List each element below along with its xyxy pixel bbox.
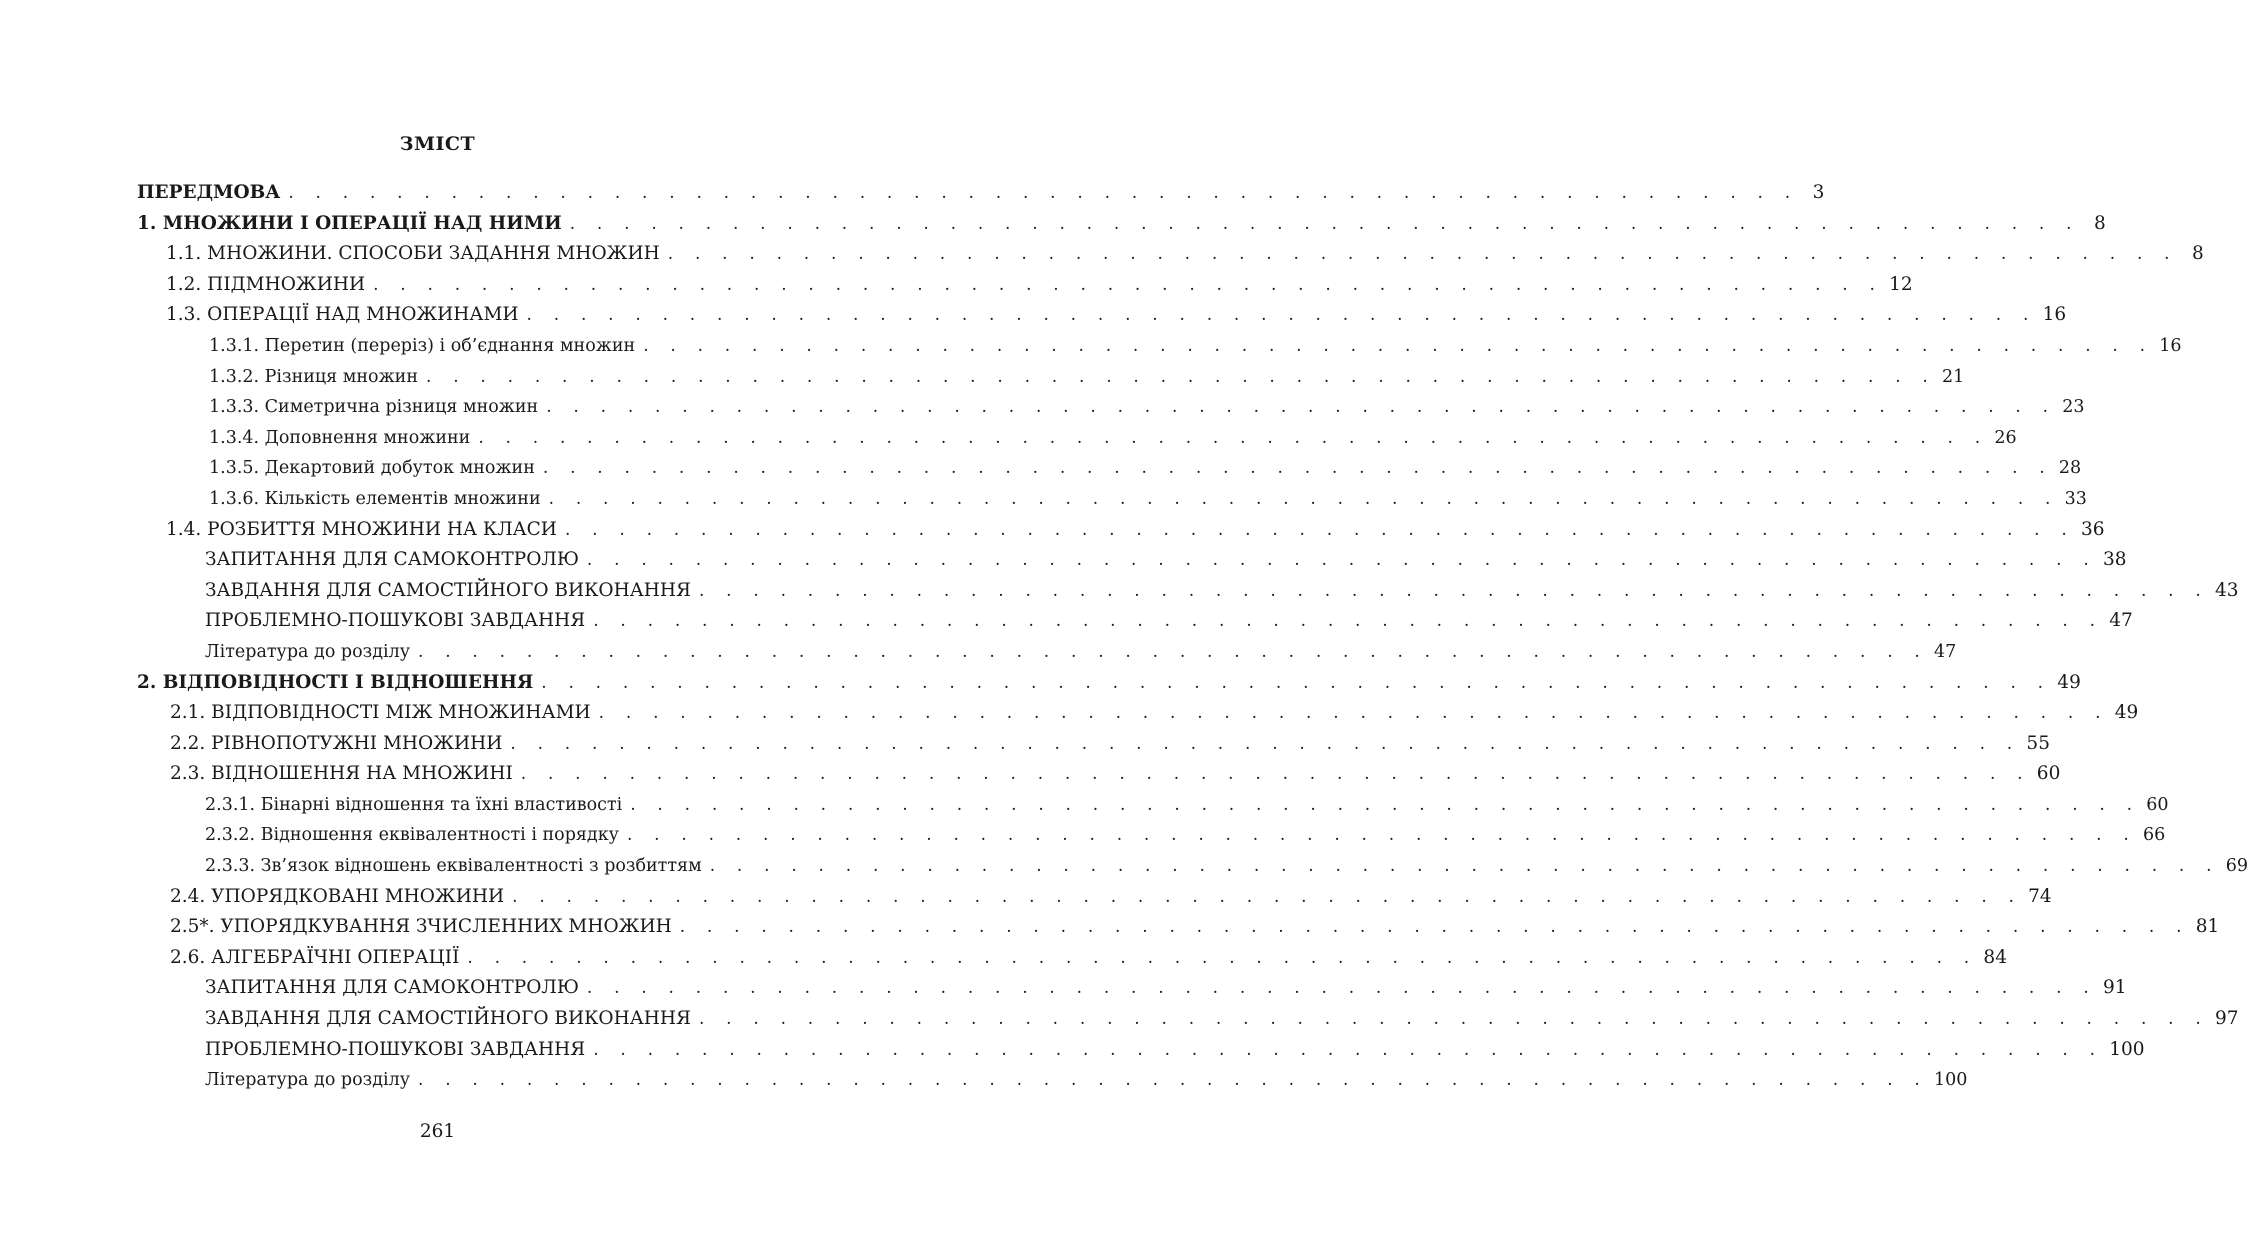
toc-entry-title: 1.3.4. Доповнення множини bbox=[209, 427, 471, 448]
toc-entry-title: 2.1. ВІДПОВІДНОСТІ МІЖ МНОЖИНАМИ bbox=[170, 702, 591, 724]
toc-entry[interactable] bbox=[0, 729, 2050, 760]
toc-entry-page: 74 bbox=[2028, 885, 2052, 907]
toc-entry[interactable] bbox=[0, 790, 2169, 821]
toc-entry-page: 100 bbox=[2109, 1038, 2145, 1060]
toc-entry[interactable] bbox=[0, 820, 2166, 851]
toc-entry-title: 2.2. РІВНОПОТУЖНІ МНОЖИНИ bbox=[170, 732, 503, 754]
toc-entry-title: 1.3.1. Перетин (переріз) і об’єднання множин bbox=[209, 335, 636, 356]
toc-entry[interactable] bbox=[0, 270, 1913, 301]
toc-entry-page: 84 bbox=[1983, 946, 2007, 968]
dot-leader: . . . . . . . . . . . . . . . . . . . . . . . . . . . . . . . . . . . . . . . . . . . . . . . . . . . . . . . . bbox=[593, 1039, 2104, 1060]
toc-entry-page: 8 bbox=[2191, 243, 2204, 265]
dot-leader: . . . . . . . . . . . . . . . . . . . . . . . . . . . . . . . . . . . . . . . . . . . . . . . . . . . . . . . . bbox=[626, 825, 2137, 846]
toc-entry[interactable] bbox=[0, 453, 2082, 484]
dot-leader: . . . . . . . . . . . . . . . . . . . . . . . . . . . . . . . . . . . . . . . . . . . . . . . . . . . . . . . . bbox=[426, 366, 1937, 387]
toc-entry-title: ЗАВДАННЯ ДЛЯ САМОСТІЙНОГО ВИКОНАННЯ bbox=[205, 1008, 691, 1030]
toc-entry-title: 2.6. АЛГЕБРАЇЧНІ ОПЕРАЦІЇ bbox=[170, 946, 460, 968]
toc-entry-page: 16 bbox=[2042, 304, 2067, 326]
toc-entry[interactable] bbox=[0, 423, 2017, 454]
toc-entry[interactable] bbox=[0, 1035, 2145, 1066]
dot-leader: . . . . . . . . . . . . . . . . . . . . . . . . . . . . . . . . . . . . . . . . . . . . . . . . . . . . . . . . bbox=[630, 794, 2141, 815]
toc-entry[interactable] bbox=[0, 484, 2087, 515]
page-title: ЗМІСТ bbox=[399, 133, 476, 155]
toc-entry-page: 33 bbox=[2064, 488, 2087, 509]
dot-leader: . . . . . . . . . . . . . . . . . . . . . . . . . . . . . . . . . . . . . . . . . . . . . . . . . . . . . . . . bbox=[593, 611, 2104, 632]
toc-entry[interactable] bbox=[0, 1065, 1968, 1096]
toc-entry-page: 3 bbox=[1812, 182, 1825, 203]
dot-leader: . . . . . . . . . . . . . . . . . . . . . . . . . . . . . . . . . . . . . . . . . . . . . . . . . . . . . . . . bbox=[467, 947, 1978, 968]
toc-entry[interactable] bbox=[0, 576, 2239, 607]
toc-entry[interactable] bbox=[0, 668, 2081, 699]
toc-entry-page: 97 bbox=[2214, 1008, 2239, 1030]
toc-entry-title: 1.2. ПІДМНОЖИНИ bbox=[166, 273, 366, 295]
toc-entry-page: 23 bbox=[2062, 397, 2085, 418]
toc-entry[interactable] bbox=[0, 178, 1825, 209]
toc-entry[interactable] bbox=[0, 209, 2106, 240]
table-of-contents bbox=[0, 178, 2248, 1096]
toc-entry[interactable] bbox=[0, 759, 2061, 790]
toc-entry-page: 81 bbox=[2195, 916, 2220, 938]
toc-entry-page: 60 bbox=[2036, 763, 2061, 785]
toc-entry-page: 36 bbox=[2080, 518, 2105, 540]
dot-leader: . . . . . . . . . . . . . . . . . . . . . . . . . . . . . . . . . . . . . . . . . . . . . . . . . . . . . . . . bbox=[709, 856, 2220, 877]
dot-leader: . . . . . . . . . . . . . . . . . . . . . . . . . . . . . . . . . . . . . . . . . . . . . . . . . . . . . . . . bbox=[541, 672, 2052, 693]
toc-entry-page: 12 bbox=[1889, 273, 1913, 295]
toc-entry-page: 49 bbox=[2057, 671, 2081, 693]
toc-entry-page: 91 bbox=[2102, 977, 2127, 999]
toc-entry-title: ПЕРЕДМОВА bbox=[137, 182, 281, 203]
toc-entry-page: 8 bbox=[2093, 212, 2106, 234]
dot-leader: . . . . . . . . . . . . . . . . . . . . . . . . . . . . . . . . . . . . . . . . . . . . . . . . . . . . . . . . bbox=[548, 488, 2059, 509]
toc-entry[interactable] bbox=[0, 851, 2248, 882]
dot-leader: . . . . . . . . . . . . . . . . . . . . . . . . . . . . . . . . . . . . . . . . . . . . . . . . . . . . . . . . bbox=[667, 244, 2178, 265]
toc-entry-page: 38 bbox=[2102, 549, 2127, 571]
dot-leader: . . . . . . . . . . . . . . . . . . . . . . . . . . . . . . . . . . . . . . . . . . . . . . . . . . . . . . . . bbox=[510, 733, 2021, 754]
toc-entry-page: 26 bbox=[1994, 427, 2017, 448]
toc-entry[interactable] bbox=[0, 1004, 2239, 1035]
dot-leader: . . . . . . . . . . . . . . . . . . . . . . . . . . . . . . . . . . . . . . . . . . . . . . . . . . . . . . . . bbox=[478, 427, 1989, 448]
toc-entry[interactable] bbox=[0, 362, 1965, 393]
dot-leader: . . . . . . . . . . . . . . . . . . . . . . . . . . . . . . . . . . . . . . . . . . . . . . . . . . . . . . . . bbox=[586, 550, 2097, 571]
dot-leader: . . . . . . . . . . . . . . . . . . . . . . . . . . . . . . . . . . . . . . . . . . . . . . . . . . . . . . . . bbox=[520, 764, 2031, 785]
toc-entry-title: 1. МНОЖИНИ І ОПЕРАЦІЇ НАД НИМИ bbox=[137, 212, 562, 234]
toc-entry-title: 1.4. РОЗБИТТЯ МНОЖИНИ НА КЛАСИ bbox=[166, 518, 557, 540]
toc-entry-page: 60 bbox=[2146, 794, 2169, 815]
toc-entry-page: 49 bbox=[2114, 702, 2139, 724]
dot-leader: . . . . . . . . . . . . . . . . . . . . . . . . . . . . . . . . . . . . . . . . . . . . . . . . . . . . . . . . bbox=[373, 274, 1884, 295]
dot-leader: . . . . . . . . . . . . . . . . . . . . . . . . . . . . . . . . . . . . . . . . . . . . . . . . . . . . . . . . bbox=[586, 978, 2097, 999]
toc-entry-title: ЗАВДАННЯ ДЛЯ САМОСТІЙНОГО ВИКОНАННЯ bbox=[205, 579, 691, 601]
toc-entry-title: 1.1. МНОЖИНИ. СПОСОБИ ЗАДАННЯ МНОЖИН bbox=[166, 243, 660, 265]
toc-entry[interactable] bbox=[0, 300, 2067, 331]
toc-entry-page: 66 bbox=[2142, 825, 2166, 846]
page-number: 261 bbox=[419, 1121, 456, 1142]
toc-entry-title: 1.3.3. Симетрична різниця множин bbox=[209, 397, 539, 418]
toc-entry-page: 16 bbox=[2159, 335, 2182, 356]
toc-entry-title: 2.3.3. Зв’язок відношень еквівалентності з розбиттям bbox=[205, 856, 702, 877]
dot-leader: . . . . . . . . . . . . . . . . . . . . . . . . . . . . . . . . . . . . . . . . . . . . . . . . . . . . . . . . bbox=[542, 458, 2053, 479]
dot-leader: . . . . . . . . . . . . . . . . . . . . . . . . . . . . . . . . . . . . . . . . . . . . . . . . . . . . . . . . bbox=[643, 335, 2154, 356]
toc-entry-page: 47 bbox=[2109, 610, 2133, 632]
toc-entry[interactable] bbox=[0, 515, 2105, 546]
toc-entry[interactable] bbox=[0, 882, 2052, 913]
toc-entry[interactable] bbox=[0, 392, 2085, 423]
dot-leader: . . . . . . . . . . . . . . . . . . . . . . . . . . . . . . . . . . . . . . . . . . . . . . . . . . . . . . . . bbox=[698, 580, 2209, 601]
toc-entry-page: 21 bbox=[1942, 366, 1965, 387]
toc-entry[interactable] bbox=[0, 606, 2133, 637]
dot-leader: . . . . . . . . . . . . . . . . . . . . . . . . . . . . . . . . . . . . . . . . . . . . . . . . . . . . . . . . bbox=[288, 183, 1799, 203]
toc-entry[interactable] bbox=[0, 698, 2139, 729]
toc-entry-title: Література до розділу bbox=[205, 1070, 410, 1091]
toc-entry-page: 69 bbox=[2225, 856, 2248, 877]
toc-entry-title: ПРОБЛЕМНО-ПОШУКОВІ ЗАВДАННЯ bbox=[205, 1038, 586, 1060]
toc-entry-title: 1.3.6. Кількість елементів множини bbox=[209, 488, 541, 509]
toc-entry-title: 2. ВІДПОВІДНОСТІ І ВІДНОШЕННЯ bbox=[137, 671, 534, 693]
dot-leader: . . . . . . . . . . . . . . . . . . . . . . . . . . . . . . . . . . . . . . . . . . . . . . . . . . . . . . . . bbox=[679, 917, 2190, 938]
toc-entry[interactable] bbox=[0, 239, 2204, 270]
dot-leader: . . . . . . . . . . . . . . . . . . . . . . . . . . . . . . . . . . . . . . . . . . . . . . . . . . . . . . . . bbox=[598, 703, 2109, 724]
toc-entry-title: 1.3.2. Різниця множин bbox=[209, 366, 418, 387]
dot-leader: . . . . . . . . . . . . . . . . . . . . . . . . . . . . . . . . . . . . . . . . . . . . . . . . . . . . . . . . bbox=[569, 213, 2080, 234]
toc-entry[interactable] bbox=[0, 637, 1957, 668]
toc-entry-page: 55 bbox=[2026, 732, 2050, 754]
dot-leader: . . . . . . . . . . . . . . . . . . . . . . . . . . . . . . . . . . . . . . . . . . . . . . . . . . . . . . . . bbox=[418, 1070, 1929, 1091]
dot-leader: . . . . . . . . . . . . . . . . . . . . . . . . . . . . . . . . . . . . . . . . . . . . . . . . . . . . . . . . bbox=[526, 305, 2037, 326]
toc-entry[interactable] bbox=[0, 943, 2007, 974]
dot-leader: . . . . . . . . . . . . . . . . . . . . . . . . . . . . . . . . . . . . . . . . . . . . . . . . . . . . . . . . bbox=[698, 1009, 2209, 1030]
toc-entry-title: 1.3. ОПЕРАЦІЇ НАД МНОЖИНАМИ bbox=[166, 304, 519, 326]
toc-entry-title: 2.3.1. Бінарні відношення та їхні властивості bbox=[205, 794, 623, 815]
toc-entry-page: 28 bbox=[2058, 458, 2082, 479]
toc-entry-page: 100 bbox=[1934, 1070, 1968, 1091]
toc-entry[interactable] bbox=[0, 331, 2182, 362]
toc-entry[interactable] bbox=[0, 973, 2127, 1004]
toc-entry-title: Література до розділу bbox=[205, 641, 410, 662]
toc-entry[interactable] bbox=[0, 912, 2220, 943]
toc-entry-title: ЗАПИТАННЯ ДЛЯ САМОКОНТРОЛЮ bbox=[205, 977, 579, 999]
toc-entry-title: 2.3.2. Відношення еквівалентності і порядку bbox=[205, 825, 619, 846]
toc-entry[interactable] bbox=[0, 545, 2127, 576]
dot-leader: . . . . . . . . . . . . . . . . . . . . . . . . . . . . . . . . . . . . . . . . . . . . . . . . . . . . . . . . bbox=[512, 886, 2023, 907]
toc-entry-title: ПРОБЛЕМНО-ПОШУКОВІ ЗАВДАННЯ bbox=[205, 610, 586, 632]
toc-entry-title: 2.5*. УПОРЯДКУВАННЯ ЗЧИСЛЕННИХ МНОЖИН bbox=[170, 916, 672, 938]
toc-entry-title: ЗАПИТАННЯ ДЛЯ САМОКОНТРОЛЮ bbox=[205, 549, 579, 571]
dot-leader: . . . . . . . . . . . . . . . . . . . . . . . . . . . . . . . . . . . . . . . . . . . . . . . . . . . . . . . . bbox=[564, 519, 2075, 540]
dot-leader: . . . . . . . . . . . . . . . . . . . . . . . . . . . . . . . . . . . . . . . . . . . . . . . . . . . . . . . . bbox=[418, 641, 1929, 662]
toc-entry-page: 47 bbox=[1934, 641, 1957, 662]
toc-entry-title: 1.3.5. Декартовий добуток множин bbox=[209, 458, 535, 479]
toc-entry-page: 43 bbox=[2214, 579, 2239, 601]
toc-entry-title: 2.4. УПОРЯДКОВАНІ МНОЖИНИ bbox=[170, 885, 505, 907]
dot-leader: . . . . . . . . . . . . . . . . . . . . . . . . . . . . . . . . . . . . . . . . . . . . . . . . . . . . . . . . bbox=[546, 397, 2057, 418]
toc-entry-title: 2.3. ВІДНОШЕННЯ НА МНОЖИНІ bbox=[170, 763, 513, 785]
